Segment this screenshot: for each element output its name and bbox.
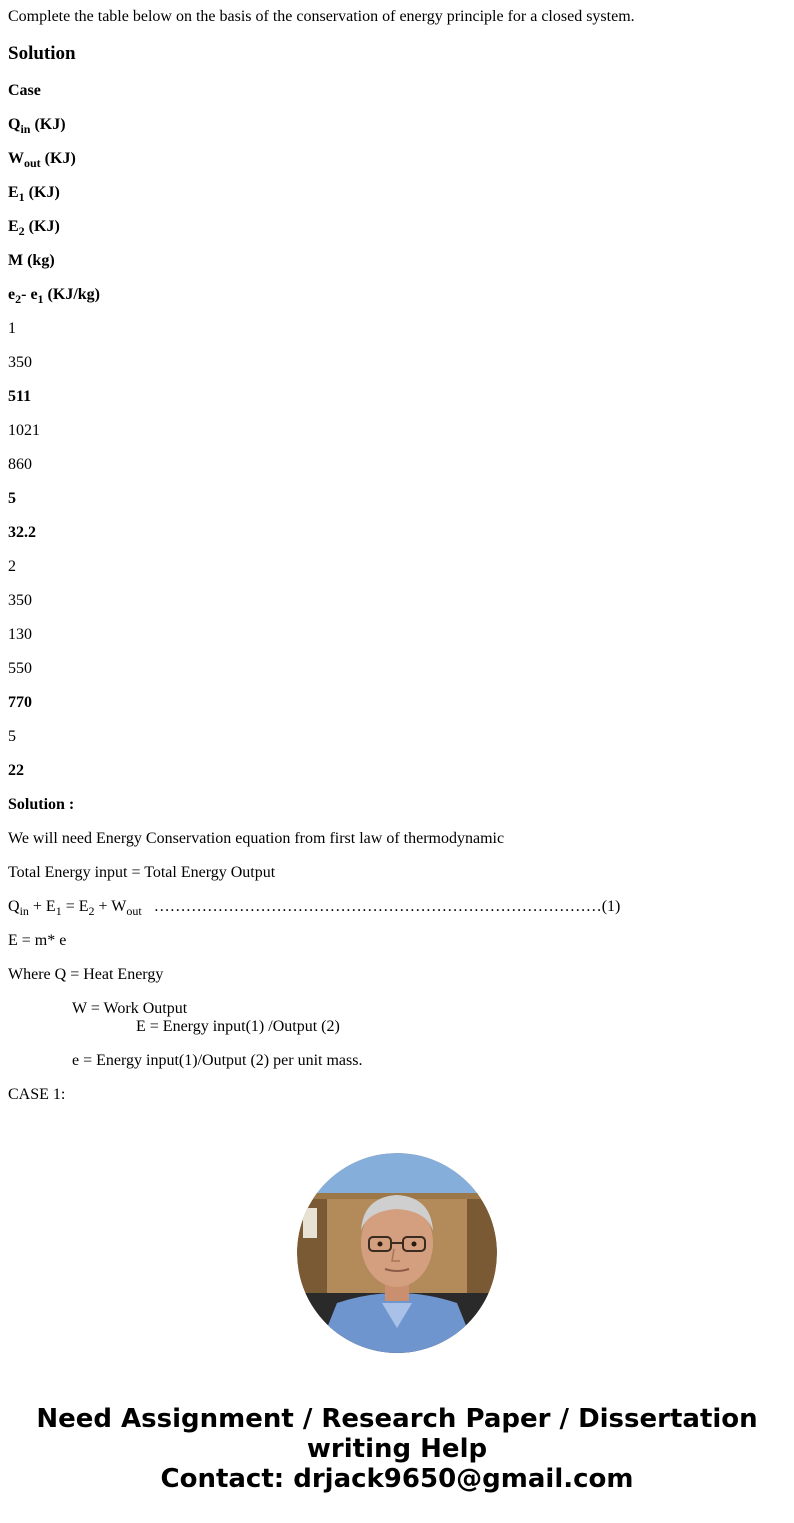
row1-delta-e: 32.2 [8,524,36,541]
promo-banner [0,1122,794,1523]
solution-heading: Solution [8,43,76,64]
header-case: Case [8,82,41,99]
case-1-label: CASE 1: [8,1086,66,1103]
row1-w-out: 511 [8,388,32,405]
solution-line-1: We will need Energy Conservation equation from first law of thermodynamic [8,830,505,847]
solution-line-2: Total Energy input = Total Energy Output [8,864,276,881]
solution-label: Solution : [8,796,75,813]
header-e2: $E_2$ (KJ) [8,218,60,239]
promo-line-1: Need Assignment / Research Paper / Dissertation [36,1404,758,1434]
promo-text [0,1404,794,1494]
intro-text: Complete the table below on the basis of the conservation of energy principle for a closed system. [8,8,635,25]
row2-q-in: 350 [8,592,32,609]
row1-mass: 5 [8,490,16,507]
document-body [8,0,786,1122]
author-photo [297,1153,497,1353]
energy-mass-relation: E = m* e [8,932,67,949]
row2-e2: 770 [8,694,32,711]
header-mass: M (kg) [8,252,55,269]
where-w: W = Work Output [72,1000,188,1017]
row1-q-in: 350 [8,354,32,371]
promo-contact: Contact: drjack9650@gmail.com [160,1464,634,1494]
header-delta-e: $e_2-$ $e_1$ (KJ/kg) [8,286,100,307]
header-e1: $E_1$ (KJ) [8,184,60,205]
where-e-small: e = Energy input(1)/Output (2) per unit mass. [72,1052,363,1069]
row1-e1: 1021 [8,422,40,439]
row2-mass: 5 [8,728,16,745]
author-portrait-image [297,1153,497,1353]
row2-w-out: 130 [8,626,32,643]
energy-equation: $Q_{in} + E_1 = E_2 + W_{out}$ …………………………………………………………………………(1) [8,898,621,919]
where-q: Where Q = Heat Energy [8,966,164,983]
row1-case: 1 [8,320,16,337]
header-w-out: $W_{out}$ (KJ) [8,150,76,171]
row2-case: 2 [8,558,16,575]
header-q-in: $Q_{in}$ (KJ) [8,116,66,137]
where-e: E = Energy input(1) /Output (2) [136,1018,340,1035]
promo-line-2: writing Help [306,1434,488,1464]
row1-e2: 860 [8,456,32,473]
row2-delta-e: 22 [8,762,24,779]
row2-e1: 550 [8,660,32,677]
